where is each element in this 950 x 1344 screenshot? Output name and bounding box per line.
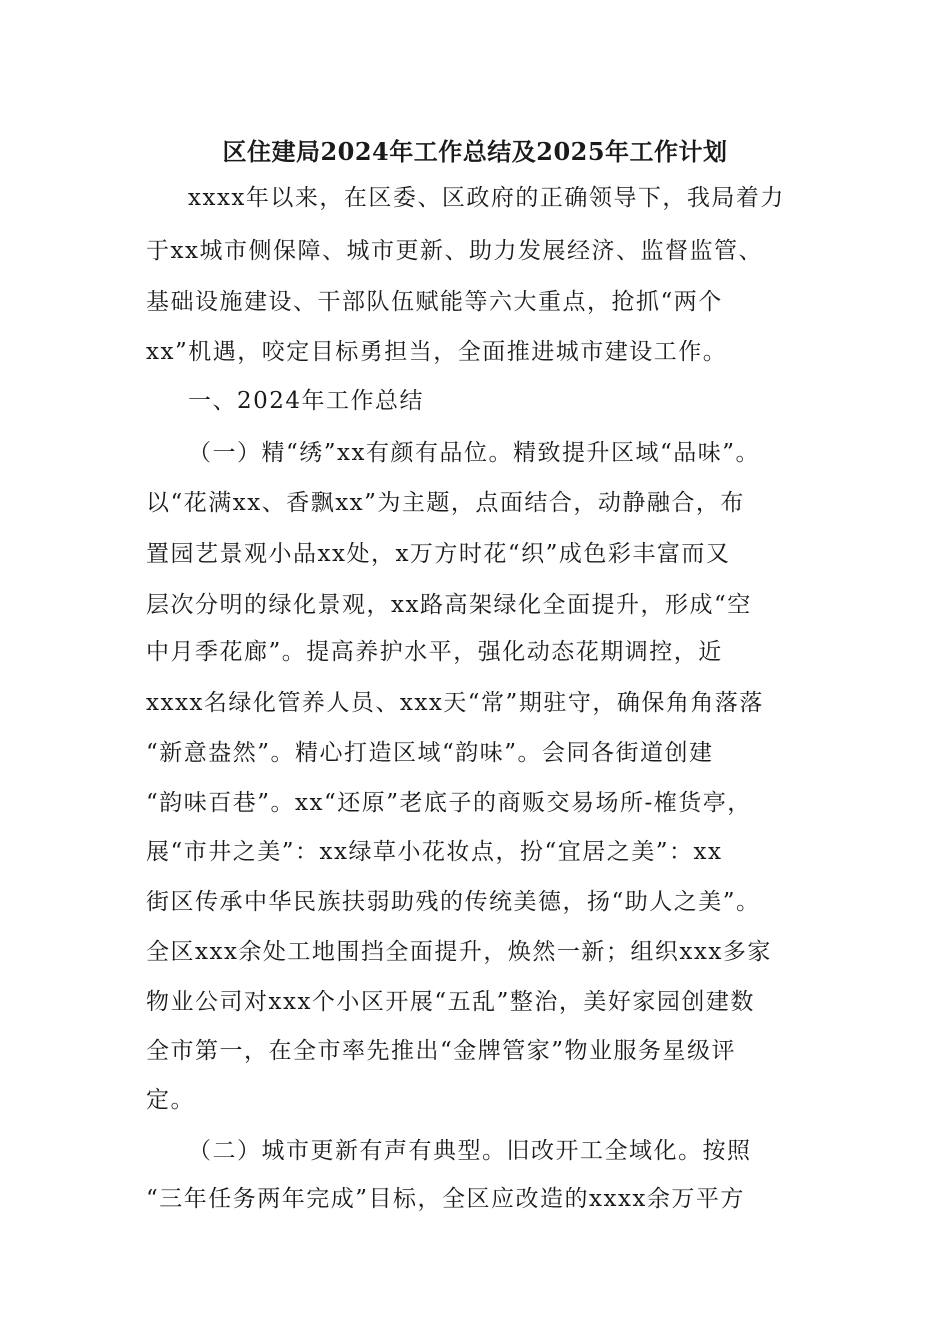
document-title: 区住建局2024年工作总结及2025年工作计划 (222, 137, 728, 166)
paragraph-line: “韵味百巷”。xx“还原”老底子的商贩交易场所-榷货亭， (146, 790, 752, 816)
section-heading: 一、2024年工作总结 (188, 388, 425, 414)
paragraph-line: xxxx年以来，在区委、区政府的正确领导下，我局着力 (188, 185, 785, 211)
paragraph-line: 中月季花廊”。提高养护水平，强化动态花期调控，近 (146, 639, 723, 665)
paragraph-line: 以“花满xx、香飘xx”为主题，点面结合，动静融合，布 (146, 490, 745, 516)
paragraph-line: 全区xxx余处工地围挡全面提升，焕然一新；组织xxx多家 (146, 939, 772, 965)
paragraph-line: 全市第一，在全市率先推出“金牌管家”物业服务星级评 (146, 1038, 737, 1064)
paragraph-line: 展“市井之美”：xx绿草小花妆点，扮“宜居之美”：xx (146, 839, 723, 865)
paragraph-line: 层次分明的绿化景观，xx路高架绿化全面提升，形成“空 (146, 592, 752, 618)
paragraph-line: 物业公司对xxx个小区开展“五乱”整治，美好家园创建数 (146, 989, 755, 1015)
paragraph-line: “三年任务两年完成”目标，全区应改造的xxxx余万平方 (146, 1186, 745, 1212)
paragraph-line: 置园艺景观小品xx处，x万方时花“织”成色彩丰富而又 (146, 541, 731, 567)
paragraph-line: 于xx城市侧保障、城市更新、助力发展经济、监督监管、 (146, 238, 763, 264)
paragraph-line: 街区传承中华民族扶弱助残的传统美德，扬“助人之美”。 (146, 889, 761, 915)
paragraph-line: （二）城市更新有声有典型。旧改开工全域化。按照 (188, 1138, 752, 1164)
paragraph-line: 基础设施建设、干部队伍赋能等六大重点，抢抓“两个 (146, 289, 723, 315)
paragraph-line: “新意盎然”。精心打造区域“韵味”。会同各街道创建 (146, 740, 714, 766)
paragraph-line: （一）精“绣”xx有颜有品位。精致提升区域“品味”。 (188, 440, 760, 466)
paragraph-line: xx”机遇，咬定目标勇担当，全面推进城市建设工作。 (146, 339, 728, 365)
paragraph-line: xxxx名绿化管养人员、xxx天“常”期驻守，确保角角落落 (146, 690, 764, 716)
paragraph-line: 定。 (146, 1087, 195, 1113)
